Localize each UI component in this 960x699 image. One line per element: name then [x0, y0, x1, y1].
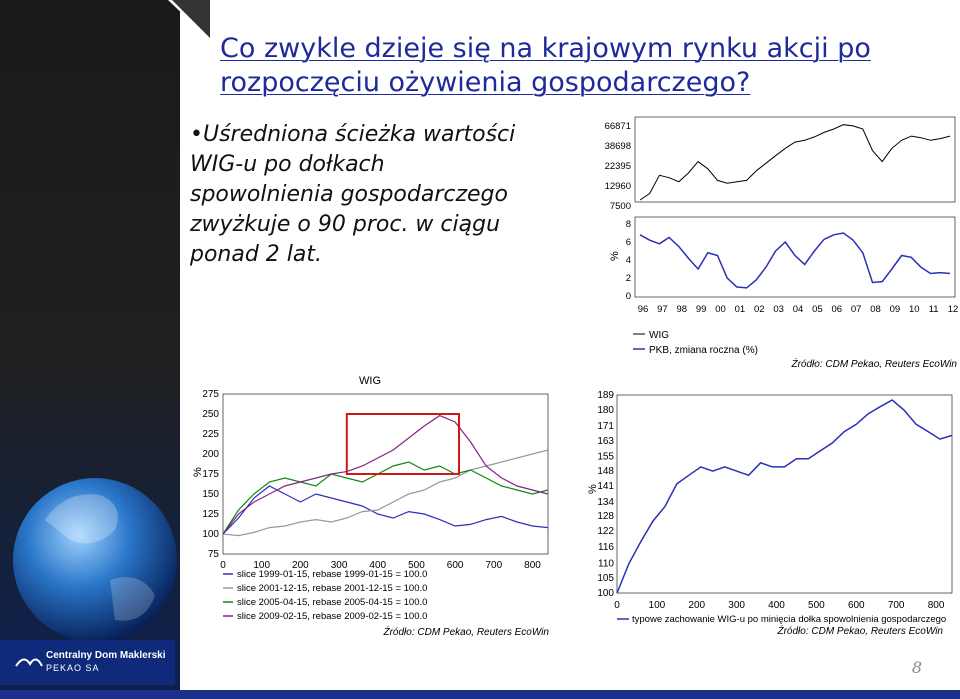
x-tick-label: 00 [715, 304, 726, 315]
page-title [220, 32, 940, 100]
bullet-line: •Uśredniona ścieżka wartości [190, 122, 516, 147]
legend-average: typowe zachowanie WIG-u po minięcia dołka spowolnienia gospodarczego [632, 614, 947, 625]
y-tick-label: 150 [202, 489, 219, 500]
x-tick-label: 300 [330, 560, 348, 571]
y-tick-label: 38698 [604, 141, 631, 152]
bullet-line: zwyżkuje o 90 proc. w ciągu [190, 212, 501, 237]
y-tick-label: 148 [597, 466, 614, 478]
x-tick-label: 03 [773, 304, 784, 315]
legend-entry: slice 1999-01-15, rebase 1999-01-15 = 100.0 [237, 569, 428, 580]
source-note: Źródło: CDM Pekao, Reuters EcoWin [383, 627, 549, 638]
x-tick-label: 02 [753, 304, 765, 315]
y-tick-label: 200 [202, 449, 219, 460]
y-tick-label: 189 [597, 390, 614, 401]
legend-entry: slice 2009-02-15, rebase 2009-02-15 = 100.0 [237, 611, 428, 622]
bullet-line: WIG-u po dołkach [190, 152, 385, 177]
y-tick-label: 22395 [604, 161, 631, 172]
y-tick-label: 128 [597, 511, 614, 523]
legend-entry: slice 2001-12-15, rebase 2001-12-15 = 100.0 [237, 583, 428, 594]
y-tick-label: 66871 [604, 121, 631, 132]
series-average-wig [617, 400, 952, 593]
x-tick-label: 700 [485, 560, 503, 571]
x-tick-label: 08 [870, 304, 881, 315]
x-tick-label: 600 [847, 600, 865, 611]
y-tick-label: 225 [202, 429, 219, 440]
bullet-line: spowolnienia gospodarczego [190, 182, 508, 207]
x-tick-label: 500 [408, 560, 425, 571]
y-tick-label: 116 [598, 541, 614, 553]
y-tick-label: 2 [625, 273, 631, 284]
y-axis-label: % [192, 467, 204, 477]
y-tick-label: 141 [597, 481, 614, 493]
x-tick-label: 0 [220, 560, 226, 571]
source-note: Źródło: CDM Pekao, Reuters EcoWin [791, 359, 957, 370]
y-tick-label: 12960 [604, 181, 631, 192]
title-line-1: Co zwykle dzieje się na krajowym rynku akcji po [220, 33, 871, 64]
x-tick-label: 96 [637, 304, 649, 315]
x-tick-label: 99 [695, 304, 707, 315]
logo-line-1: Centralny Dom Maklerski [46, 650, 166, 661]
x-tick-label: 06 [831, 304, 843, 315]
x-tick-label: 07 [850, 304, 862, 315]
y-tick-label: 7500 [609, 201, 631, 212]
y-tick-label: 171 [597, 421, 614, 433]
y-tick-label: 180 [597, 405, 614, 417]
series-gdp [640, 233, 950, 288]
y-axis-label-bottom: % [609, 251, 621, 261]
x-tick-label: 12 [947, 304, 959, 315]
y-tick-label: 155 [597, 451, 614, 463]
legend-gdp: PKB, zmiana roczna (%) [649, 345, 758, 356]
y-tick-label: 175 [202, 469, 219, 480]
x-tick-label: 01 [734, 304, 746, 315]
x-tick-label: 11 [928, 304, 939, 315]
x-tick-label: 300 [728, 600, 745, 611]
x-tick-label: 800 [927, 600, 945, 611]
x-tick-label: 800 [524, 560, 541, 571]
y-tick-label: 100 [597, 588, 614, 599]
x-tick-label: 100 [253, 560, 271, 571]
bullet-line: ponad 2 lat. [190, 242, 323, 267]
average-wig-path-chart [580, 390, 960, 640]
x-tick-label: 04 [792, 304, 804, 315]
chart-title: WIG [359, 375, 381, 387]
x-tick-label: 400 [768, 600, 785, 611]
y-tick-label: 8 [625, 219, 631, 230]
y-tick-label: 6 [625, 237, 631, 248]
y-tick-label: 0 [625, 291, 631, 302]
legend-wig: WIG [649, 330, 669, 341]
title-line-2: rozpoczęciu ożywienia gospodarczego? [220, 67, 751, 98]
x-tick-label: 600 [446, 560, 464, 571]
x-tick-label: 97 [657, 304, 668, 315]
y-tick-label: 122 [597, 526, 614, 538]
x-tick-label: 200 [292, 560, 309, 571]
x-tick-label: 500 [808, 600, 825, 611]
y-tick-label: 105 [597, 572, 614, 584]
y-tick-label: 125 [202, 509, 219, 520]
x-tick-label: 98 [676, 304, 688, 315]
y-tick-label: 163 [597, 436, 614, 448]
y-tick-label: 100 [202, 529, 219, 540]
x-tick-label: 200 [688, 600, 706, 611]
footer-bar [0, 690, 960, 699]
bullet-text [190, 120, 570, 270]
wig-slices-chart [185, 372, 555, 640]
x-tick-label: 10 [908, 304, 920, 315]
x-tick-label: 0 [614, 600, 620, 611]
wig-gdp-chart [585, 112, 960, 372]
y-tick-label: 275 [202, 389, 219, 400]
x-tick-label: 09 [889, 304, 901, 315]
y-tick-label: 75 [207, 549, 219, 560]
company-logo [14, 648, 184, 680]
sidebar-decoration [0, 0, 210, 699]
y-tick-label: 110 [598, 558, 614, 570]
x-tick-label: 700 [887, 600, 905, 611]
legend-entry: slice 2005-04-15, rebase 2005-04-15 = 100.0 [237, 597, 428, 608]
x-tick-label: 05 [812, 304, 823, 315]
logo-line-2: PEKAO SA [46, 663, 100, 673]
source-note: Źródło: CDM Pekao, Reuters EcoWin [777, 626, 943, 637]
logo-mark-icon [14, 652, 44, 672]
x-tick-label: 400 [369, 560, 387, 571]
series-wig [640, 125, 950, 200]
x-tick-label: 100 [648, 600, 666, 611]
series-slice-3 [223, 462, 548, 534]
y-axis-label: % [587, 484, 599, 494]
page-number: 8 [911, 658, 922, 677]
y-tick-label: 250 [202, 409, 219, 420]
y-tick-label: 4 [625, 255, 631, 266]
y-tick-label: 134 [597, 496, 614, 508]
